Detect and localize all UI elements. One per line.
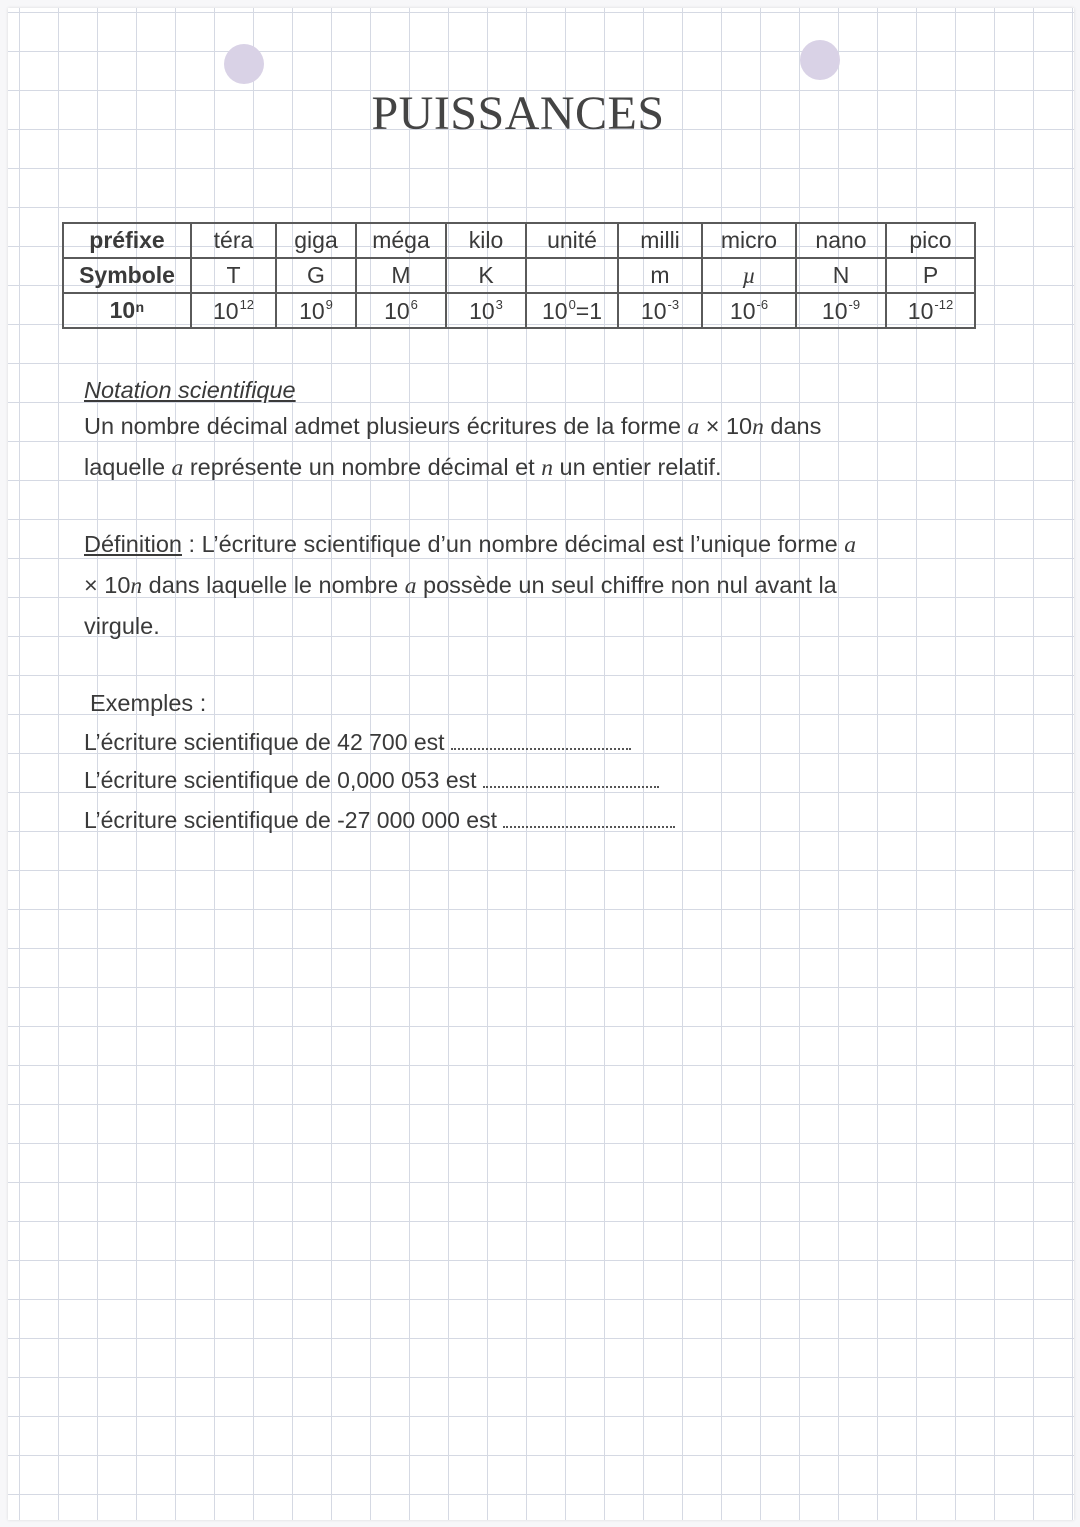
power-row xyxy=(63,293,975,328)
prefix-table xyxy=(62,222,976,329)
prefix-cell: nano xyxy=(796,223,886,258)
variable-n: n xyxy=(541,455,553,481)
symbol-cell: P xyxy=(886,258,975,293)
power-base: 10 xyxy=(212,297,239,324)
definition-label: Définition xyxy=(84,531,182,557)
power-base: 10 xyxy=(299,297,325,324)
power-base: 10 xyxy=(821,297,848,324)
power-exponent: 9 xyxy=(325,296,333,312)
section-heading-notation: Notation scientifique xyxy=(84,377,296,403)
symbol-cell: N xyxy=(796,258,886,293)
variable-a: a xyxy=(687,414,700,440)
power-cell xyxy=(446,293,526,328)
variable-a: a xyxy=(171,455,184,481)
example-text: L’écriture scientifique de -27 000 000 est xyxy=(84,807,497,833)
symbol-cell: G xyxy=(276,258,356,293)
definition-paragraph xyxy=(84,524,964,646)
prefix-cell: milli xyxy=(618,223,702,258)
example-text: L’écriture scientifique de 0,000 053 est xyxy=(84,767,477,793)
power-exponent: 6 xyxy=(410,296,418,312)
example-text: L’écriture scientifique de 42 700 est xyxy=(84,729,445,755)
prefix-cell: giga xyxy=(276,223,356,258)
power-cell xyxy=(796,293,886,328)
binder-hole-right xyxy=(800,40,840,80)
example-line xyxy=(84,760,964,800)
text: × 10 xyxy=(84,572,131,598)
power-cell xyxy=(526,293,618,328)
text: : L’écriture scientifique d’un nombre décimal est l’unique forme xyxy=(181,531,845,557)
answer-blank[interactable] xyxy=(483,764,659,788)
symbol-cell xyxy=(526,258,618,293)
prefix-cell: micro xyxy=(702,223,796,258)
power-exponent: -3 xyxy=(667,296,680,312)
variable-a: a xyxy=(404,573,417,599)
example-line xyxy=(84,800,964,840)
answer-blank[interactable] xyxy=(451,726,631,750)
answer-blank[interactable] xyxy=(503,804,675,828)
power-cell xyxy=(702,293,796,328)
variable-n: n xyxy=(130,573,143,599)
examples-title: Exemples : xyxy=(90,690,207,716)
power-base: 10 xyxy=(469,297,495,324)
example-line xyxy=(84,722,964,762)
text: possède un seul chiffre non nul avant la xyxy=(416,572,837,598)
prefix-cell: unité xyxy=(526,223,618,258)
prefix-row xyxy=(63,223,975,258)
symbol-cell: m xyxy=(618,258,702,293)
power-base: 10 xyxy=(384,297,410,324)
text: un entier relatif. xyxy=(552,454,722,480)
power-cell xyxy=(276,293,356,328)
text: dans xyxy=(763,413,822,439)
symbol-cell: K xyxy=(446,258,526,293)
power-exponent: 0 xyxy=(568,296,576,312)
power-exponent: 12 xyxy=(239,296,255,312)
power-cell xyxy=(191,293,276,328)
text: Un nombre décimal admet plusieurs écritures de la forme xyxy=(84,413,688,439)
text: dans laquelle le nombre xyxy=(142,572,405,598)
power-cell xyxy=(356,293,446,328)
power-cell xyxy=(618,293,702,328)
prefix-cell: pico xyxy=(886,223,975,258)
row-label-power: 10ⁿ xyxy=(63,293,191,328)
binder-hole-left xyxy=(224,44,264,84)
row-label-symbol: Symbole xyxy=(63,258,191,293)
power-base: 10 xyxy=(640,297,667,324)
prefix-cell: téra xyxy=(191,223,276,258)
text: laquelle xyxy=(84,454,172,480)
power-base: 10 xyxy=(541,297,568,324)
power-exponent: -6 xyxy=(756,296,769,312)
power-exponent: -12 xyxy=(934,296,954,312)
symbol-row xyxy=(63,258,975,293)
symbol-cell: T xyxy=(191,258,276,293)
power-suffix: =1 xyxy=(575,297,603,324)
notation-paragraph xyxy=(84,406,964,488)
power-exponent: -9 xyxy=(848,296,861,312)
symbol-cell: µ xyxy=(702,258,796,293)
page-title: PUISSANCES xyxy=(371,87,665,140)
prefix-cell: kilo xyxy=(446,223,526,258)
variable-a: a xyxy=(844,532,856,558)
text: virgule. xyxy=(84,613,160,639)
prefix-cell: méga xyxy=(356,223,446,258)
power-base: 10 xyxy=(907,297,934,324)
power-cell xyxy=(886,293,975,328)
variable-n: n xyxy=(752,414,764,440)
text: représente un nombre décimal et xyxy=(183,454,542,480)
power-base: 10 xyxy=(729,297,756,324)
symbol-cell: M xyxy=(356,258,446,293)
text: × 10 xyxy=(699,413,753,439)
power-exponent: 3 xyxy=(495,296,503,312)
row-label-prefix: préfixe xyxy=(63,223,191,258)
